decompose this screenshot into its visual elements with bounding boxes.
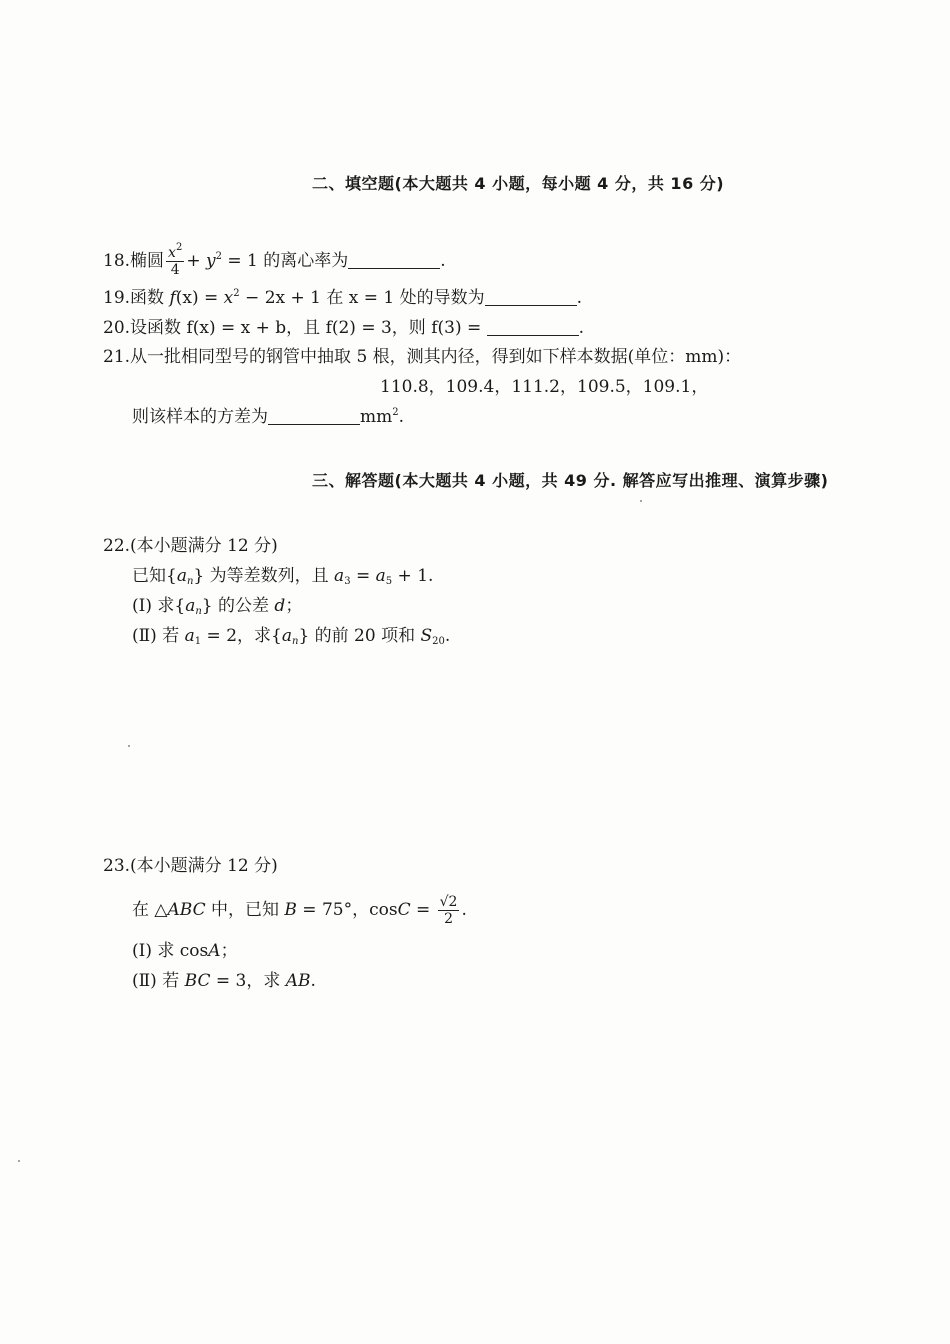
question-20: 20.设函数 f(x) = x + b，且 f(2) = 3，则 f(3) = . [103, 318, 585, 338]
question-22-part-2: (Ⅱ) 若 $a_1 = 2$，求$\{a_n\}$ 的前 20 项和 $S_{20}$. [132, 626, 451, 647]
answer-blank [268, 408, 360, 425]
sample-data: 110.8，109.4，111.2，109.5，109.1， [380, 377, 709, 397]
fraction: $\frac{√2}{2}$ [439, 894, 458, 927]
answer-blank [487, 319, 579, 336]
scan-speck [18, 1160, 20, 1162]
question-22-part-1: (Ⅰ) 求$\{a_n\}$ 的公差 d； [132, 596, 303, 617]
answer-blank [348, 252, 440, 269]
section-heading-solutions: 三、解答题(本大题共 4 小题，共 49 分. 解答应写出推理、演算步骤) [312, 471, 829, 490]
section-heading-fill-in: 二、填空题(本大题共 4 小题，每小题 4 分，共 16 分) [312, 174, 725, 193]
scan-speck [128, 745, 130, 747]
question-23-given: 在 △ABC 中，已知 B = 75°，cosC = $\frac{√2}{2}$ . [132, 894, 467, 927]
question-number: 22. [103, 536, 131, 556]
question-23-part-2: (Ⅱ) 若 BC = 3，求 AB. [132, 971, 316, 991]
question-18: 18.椭圆 $\frac{x^2}{4}$ + $y^2 = 1$ 的离心率为 . [103, 242, 446, 278]
question-number: 18. [103, 251, 131, 271]
question-23-header: 23.(本小题满分 12 分) [103, 856, 278, 876]
question-23-part-1: (Ⅰ) 求 cosA； [132, 941, 238, 961]
question-21: 21.从一批相同型号的钢管中抽取 5 根，测其内径，得到如下样本数据(单位：mm)： [103, 347, 742, 367]
fraction: $\frac{x^2}{4}$ [168, 242, 183, 278]
question-number: 19. [103, 288, 131, 308]
question-22-header: 22.(本小题满分 12 分) [103, 536, 278, 556]
question-21-tail: 则该样本的方差为 $mm^2$. [132, 407, 405, 427]
scan-speck [640, 500, 642, 502]
question-number: 20. [103, 318, 131, 338]
answer-blank [485, 289, 577, 306]
question-19: 19.函数 $f(x) = x^2 - 2x + 1$ 在 x = 1 处的导数为 . [103, 288, 583, 308]
question-22-given: 已知$\{a_n\}$ 为等差数列，且 $a_3 = a_5 + 1$. [132, 566, 434, 587]
question-number: 21. [103, 347, 131, 367]
question-number: 23. [103, 856, 131, 876]
